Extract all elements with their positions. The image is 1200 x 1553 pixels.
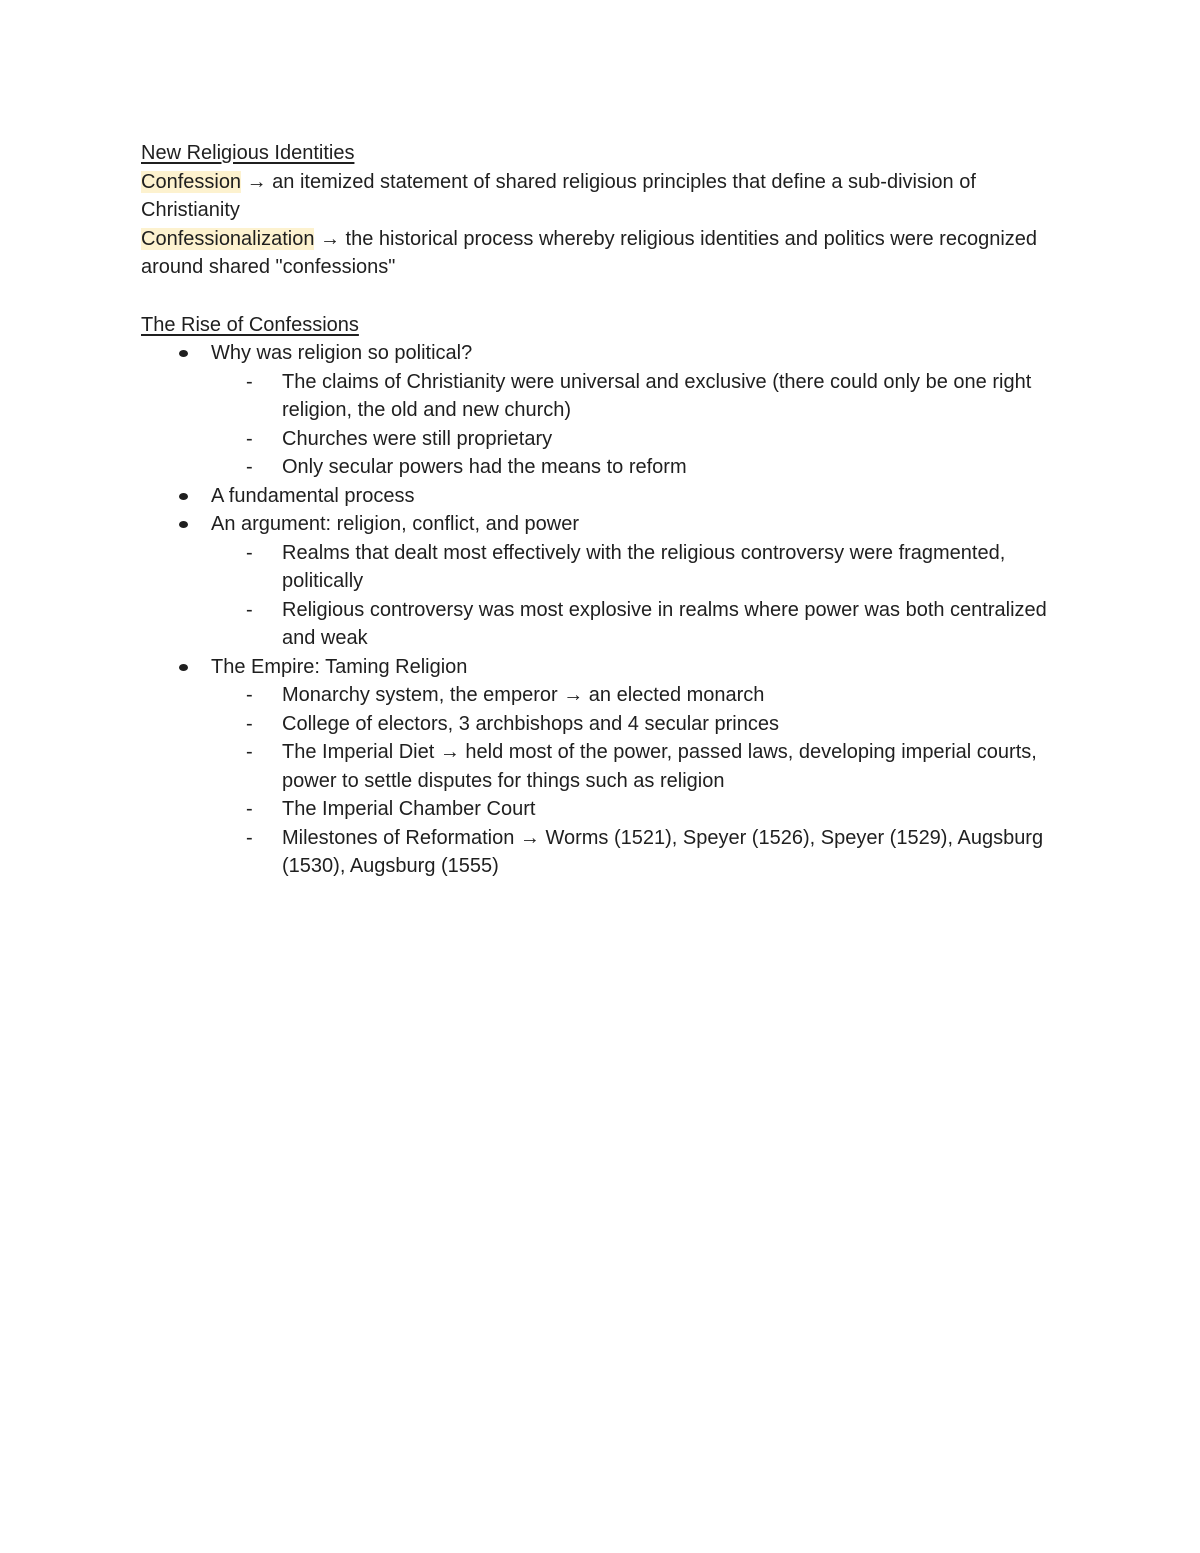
dash-icon: -: [246, 456, 253, 478]
section-heading-identities: New Religious Identities: [141, 142, 355, 164]
sub-list-item: [211, 738, 1061, 795]
sub-list-item: [211, 681, 1061, 710]
term-confessionalization: Confessionalization: [141, 227, 315, 250]
list-item: [141, 510, 1061, 653]
term-confession: Confession: [141, 170, 242, 193]
sub-list-item-text: Milestones of Reformation → Worms (1521), Speyer (1526), Speyer (1529), Augsburg (1530), Augsburg (1555): [282, 826, 1044, 877]
list-item: [141, 653, 1061, 881]
definition-text-confession: → an itemized statement of shared religious principles that define a sub-division of Christianity: [141, 170, 976, 221]
spacer: [141, 282, 1061, 311]
sub-list-item-text: The claims of Christianity were universal and exclusive (there could only be one right religion, the old and new church): [282, 370, 1032, 421]
dash-icon: -: [246, 712, 253, 735]
sub-list-item: [211, 425, 1061, 454]
sub-list: [211, 539, 1061, 653]
dash-icon: -: [246, 684, 253, 706]
sub-list-item: [211, 596, 1061, 653]
sub-list-item-text: Realms that dealt most effectively with the religious controversy were fragmented, politically: [282, 541, 1006, 592]
section-heading-rise: The Rise of Confessions: [141, 313, 359, 336]
dash-icon: -: [246, 826, 253, 849]
dash-icon: -: [246, 427, 253, 450]
sub-list-item-text: Monarchy system, the emperor → an elected monarch: [282, 684, 765, 706]
list-item-text: An argument: religion, conflict, and power: [211, 513, 579, 535]
sub-list: [211, 681, 1061, 881]
sub-list-item: [211, 710, 1061, 739]
sub-list-item-text: The Imperial Diet → held most of the power, passed laws, developing imperial courts, power to settle disputes for things such as religion: [282, 741, 1037, 792]
definition-text-confessionalization: → the historical process whereby religious identities and politics were recognized around shared "confessions": [141, 227, 1038, 278]
sub-list-item-text: The Imperial Chamber Court: [282, 798, 536, 820]
bullet-icon: [179, 664, 188, 671]
sub-list-item: [211, 368, 1061, 425]
sub-list: [211, 368, 1061, 482]
sub-list-item-text: Churches were still proprietary: [282, 427, 553, 450]
dash-icon: -: [246, 370, 253, 393]
definition-confessionalization: [141, 225, 1061, 282]
outline-list: [141, 339, 1061, 881]
bullet-icon: [179, 350, 188, 357]
list-item-text: The Empire: Taming Religion: [211, 655, 468, 678]
bullet-icon: [179, 493, 188, 500]
sub-list-item: [211, 453, 1061, 482]
sub-list-item-text: College of electors, 3 archbishops and 4 secular princes: [282, 712, 779, 735]
bullet-icon: [179, 521, 188, 528]
dash-icon: -: [246, 741, 253, 763]
sub-list-item: [211, 539, 1061, 596]
sub-list-item: [211, 824, 1061, 881]
list-item-text: Why was religion so political?: [211, 342, 473, 364]
dash-icon: -: [246, 541, 253, 564]
dash-icon: -: [246, 798, 253, 820]
document-page: [141, 139, 1061, 881]
dash-icon: -: [246, 598, 253, 621]
list-item: [141, 339, 1061, 482]
sub-list-item: [211, 795, 1061, 824]
list-item-text: A fundamental process: [211, 484, 415, 507]
sub-list-item-text: Only secular powers had the means to reform: [282, 456, 687, 478]
list-item: [141, 482, 1061, 511]
definition-confession: [141, 168, 1061, 225]
sub-list-item-text: Religious controversy was most explosive in realms where power was both centralized and weak: [282, 598, 1047, 649]
